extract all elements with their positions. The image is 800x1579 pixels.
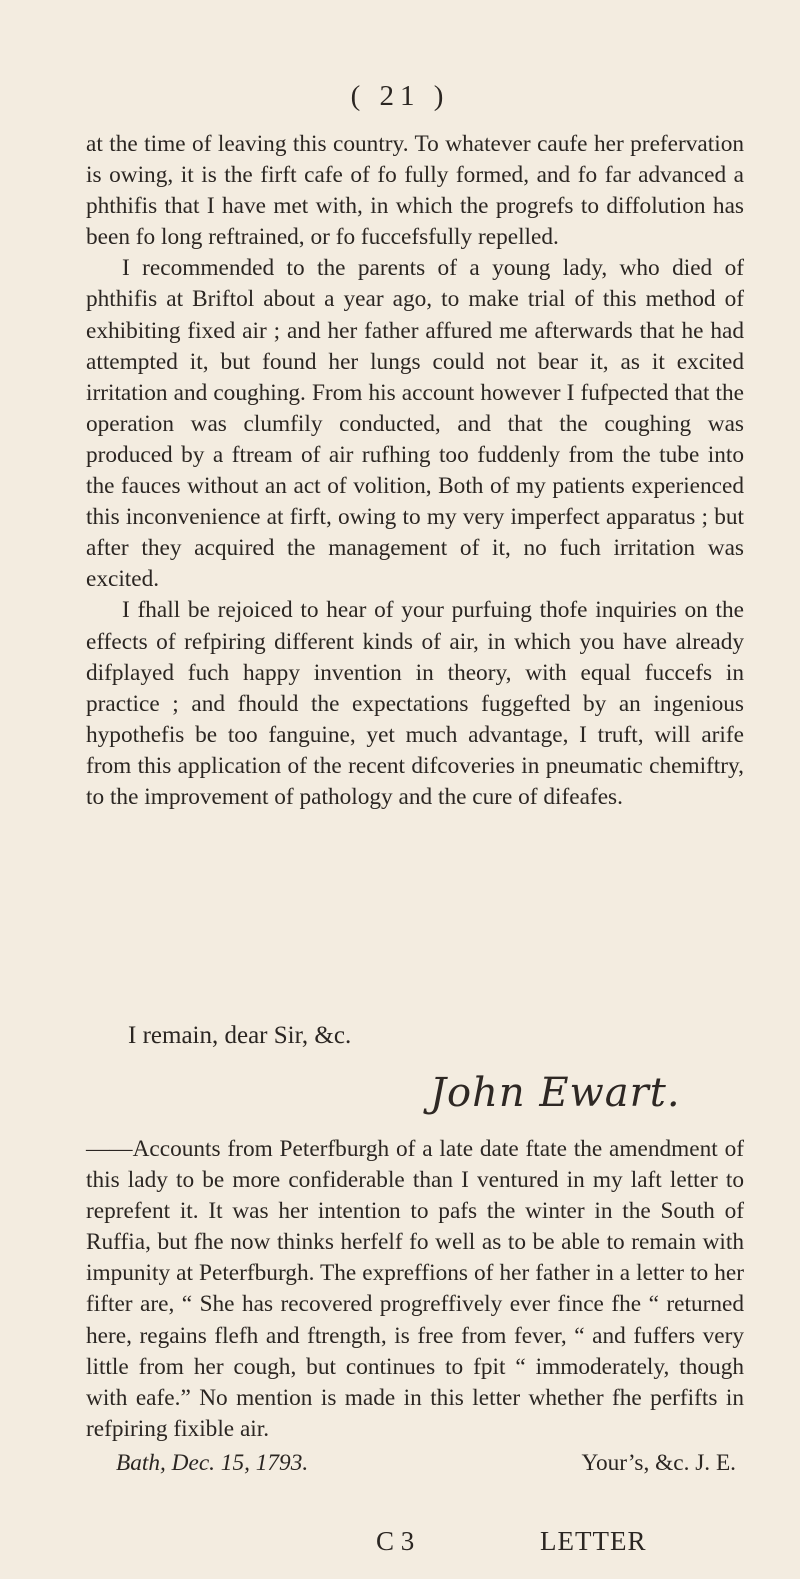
sign-off: Your’s, &c. J. E. [581,1450,736,1476]
paragraph: at the time of leaving this country. To whatever caufe her prefervation is owing, it is the firft cafe of fo fully formed, and fo far advanced a phthifis that I have met with, in which the progrefs to diffolution has been fo long reftrained, or fo fuccefsfully repelled. [86,131,744,251]
catchword: LETTER [540,1526,647,1556]
closing-line: I remain, dear Sir, &c. [128,1022,352,1049]
paragraph: I fhall be rejoiced to hear of your purfuing thofe inquiries on the effects of refpiring different kinds of air, in which you have already difplayed fuch happy invention in theory, with equal fuccefs in practice ; and fhould the expectations fuggefted by an ingenious hypothefis be too fanguine, yet much advantage, I truft, will arife from this application of the recent difcoveries in pneumatic chemiftry, to the improvement of pathology and the cure of difeafes. [86,597,744,810]
sign-off-line [116,1450,736,1477]
handwritten-signature: John Ewart. [430,1070,681,1116]
paragraph: I recommended to the parents of a young lady, who died of phthifis at Briftol about a year ago, to make trial of this method of exhibiting fixed air ; and her father affured me afterwards that he had attempted it, but found her lungs could not bear it, as it excited irritation and coughing. From his account however I fufpected that the operation was clumfily conducted, and that the coughing was produced by a ftream of air rufhing too fuddenly from the tube into the fauces without an act of volition, Both of my patients experienced this inconvenience at firft, owing to my very imperfect apparatus ; but after they acquired the management of it, no fuch irritation was excited. [86,255,744,593]
page-footer [0,1526,800,1566]
postscript [86,1134,744,1445]
signature-mark: C 3 [376,1526,415,1556]
page-number: ( 21 ) [350,80,450,112]
place-date: Bath, Dec. 15, 1793. [116,1450,309,1476]
letter-body [86,129,744,813]
postscript-paragraph: ——Accounts from Peterfburgh of a late date ftate the amendment of this lady to be more confiderable than I ventured in my laft letter to reprefent it. It was her intention to pafs the winter in the South of Ruffia, but fhe now thinks herfelf fo well as to be able to remain with impunity at Peterfburgh. The expreffions of her father in a letter to her fifter are, “ She has recovered progreffively ever fince fhe “ returned here, regains flefh and ftrength, is free from fever, “ and fuffers very little from her cough, but continues to fpit “ immoderately, though with eafe.” No mention is made in this letter whether fhe perfifts in refpiring fixible air. [86,1136,744,1442]
